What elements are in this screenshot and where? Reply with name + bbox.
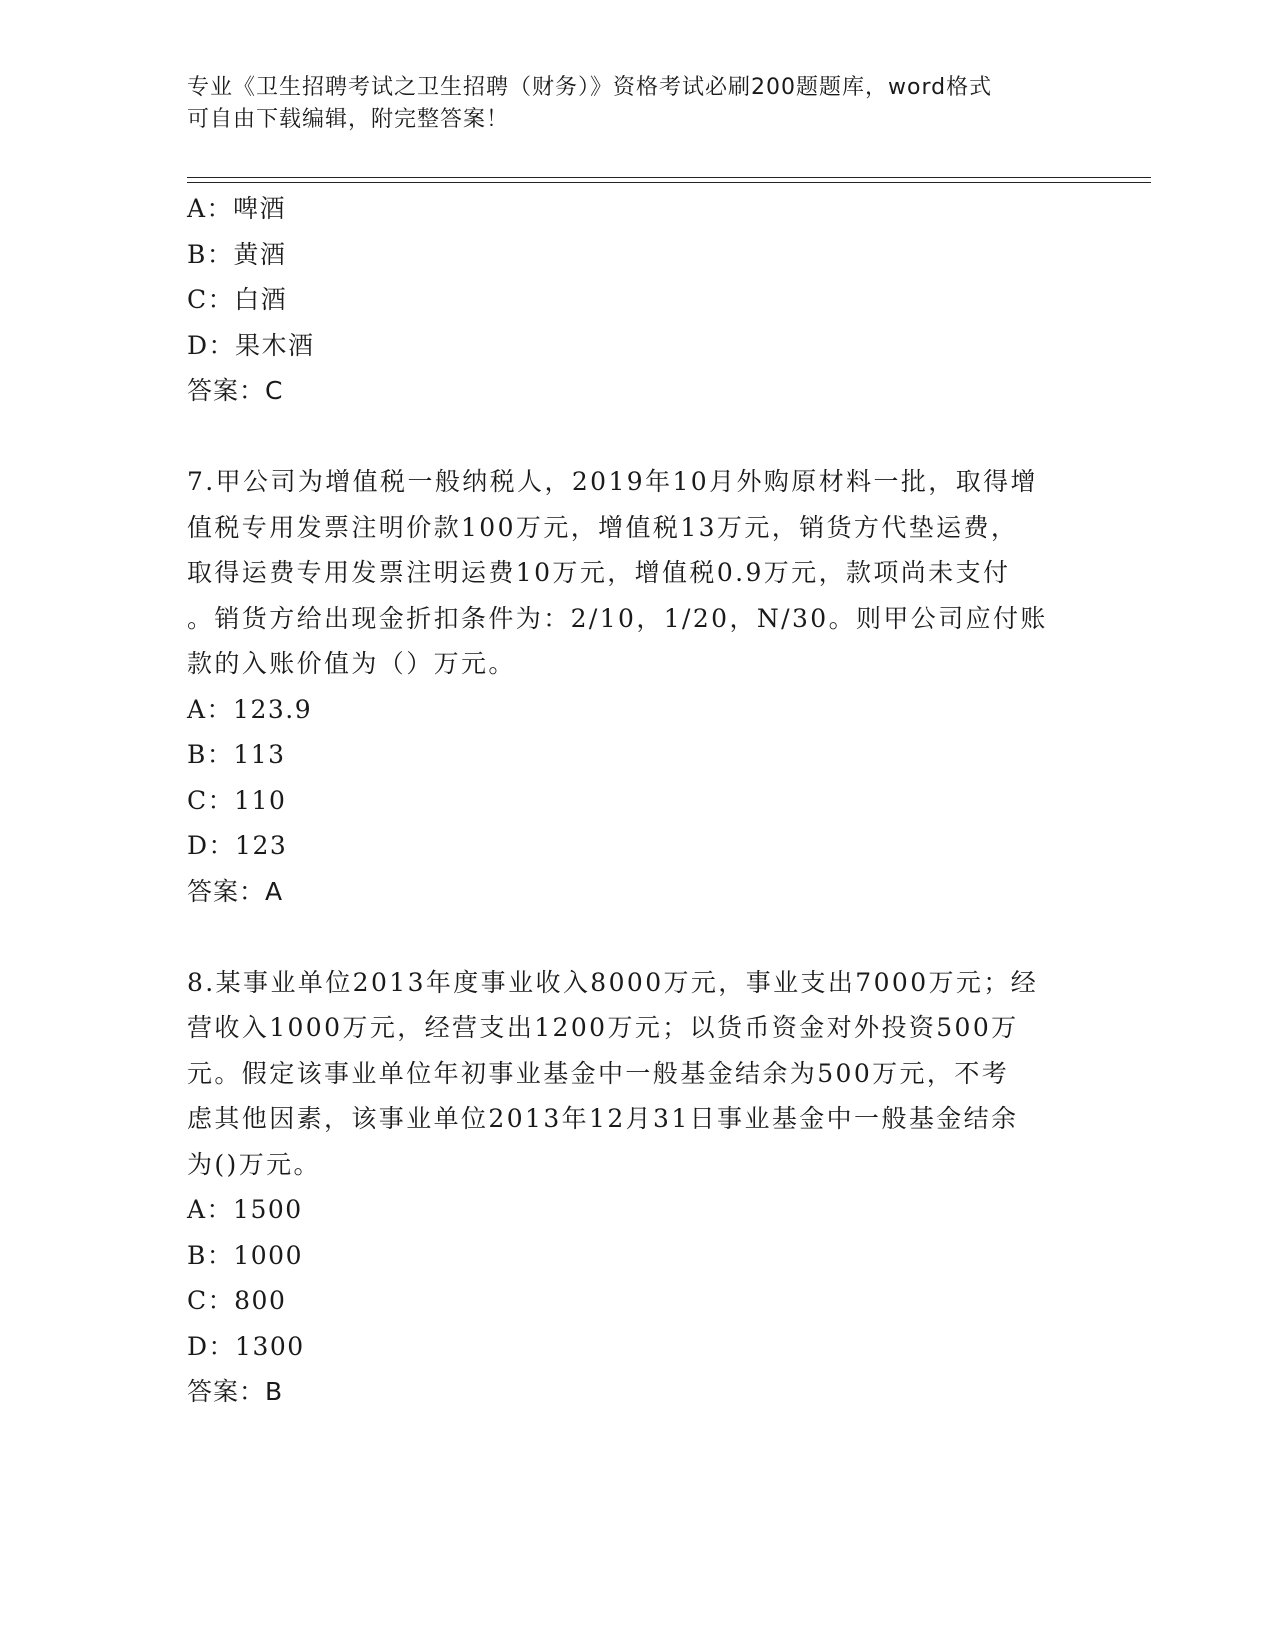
question-text-line: 为()万元。 bbox=[187, 1149, 321, 1179]
question-text-line: 取得运费专用发票注明运费10万元，增值税0.9万元，款项尚未支付 bbox=[187, 558, 1011, 587]
option-b: B：113 bbox=[187, 740, 286, 769]
answer: 答案：C bbox=[187, 376, 284, 405]
option-a: A：123.9 bbox=[187, 694, 313, 724]
question-text-line: 值税专用发票注明价款100万元，增值税13万元，销货方代垫运费， bbox=[187, 512, 1019, 542]
question-7 bbox=[187, 459, 1087, 914]
option-b: B：黄酒 bbox=[187, 239, 287, 269]
header-line-2: 可自由下载编辑，附完整答案！ bbox=[187, 107, 510, 132]
document-body bbox=[187, 186, 1087, 1415]
question-text-line: 8.某事业单位2013年度事业收入8000万元，事业支出7000万元；经 bbox=[187, 967, 1039, 997]
option-c: C：110 bbox=[187, 785, 287, 815]
page-header bbox=[187, 72, 1087, 136]
option-d: D：123 bbox=[187, 831, 288, 860]
option-a: A：啤酒 bbox=[187, 194, 287, 223]
question-text-line: 元。假定该事业单位年初事业基金中一般基金结余为500万元，不考 bbox=[187, 1058, 1010, 1088]
answer: 答案：B bbox=[187, 1377, 284, 1406]
option-b: B：1000 bbox=[187, 1240, 303, 1270]
question-8 bbox=[187, 960, 1087, 1415]
header-rule-top bbox=[187, 177, 1151, 178]
option-c: C：白酒 bbox=[187, 285, 288, 314]
option-d: D：1300 bbox=[187, 1331, 305, 1361]
header-line-1: 专业《卫生招聘考试之卫生招聘（财务）》资格考试必刷200题题库，word格式 bbox=[187, 75, 993, 100]
previous-question bbox=[187, 186, 1087, 414]
question-text-line: 。销货方给出现金折扣条件为：2/10，1/20，N/30。则甲公司应付账 bbox=[187, 603, 1048, 633]
option-a: A：1500 bbox=[187, 1195, 303, 1224]
question-text-line: 7.甲公司为增值税一般纳税人，2019年10月外购原材料一批，取得增 bbox=[187, 467, 1038, 496]
question-text-line: 款的入账价值为（）万元。 bbox=[187, 649, 516, 678]
question-text-line: 营收入1000万元，经营支出1200万元；以货币资金对外投资500万 bbox=[187, 1013, 1019, 1042]
option-c: C：800 bbox=[187, 1286, 287, 1315]
question-text-line: 虑其他因素，该事业单位2013年12月31日事业基金中一般基金结余 bbox=[187, 1104, 1019, 1133]
option-d: D：果木酒 bbox=[187, 330, 315, 360]
answer: 答案：A bbox=[187, 876, 284, 906]
header-rule-bottom bbox=[187, 182, 1151, 183]
